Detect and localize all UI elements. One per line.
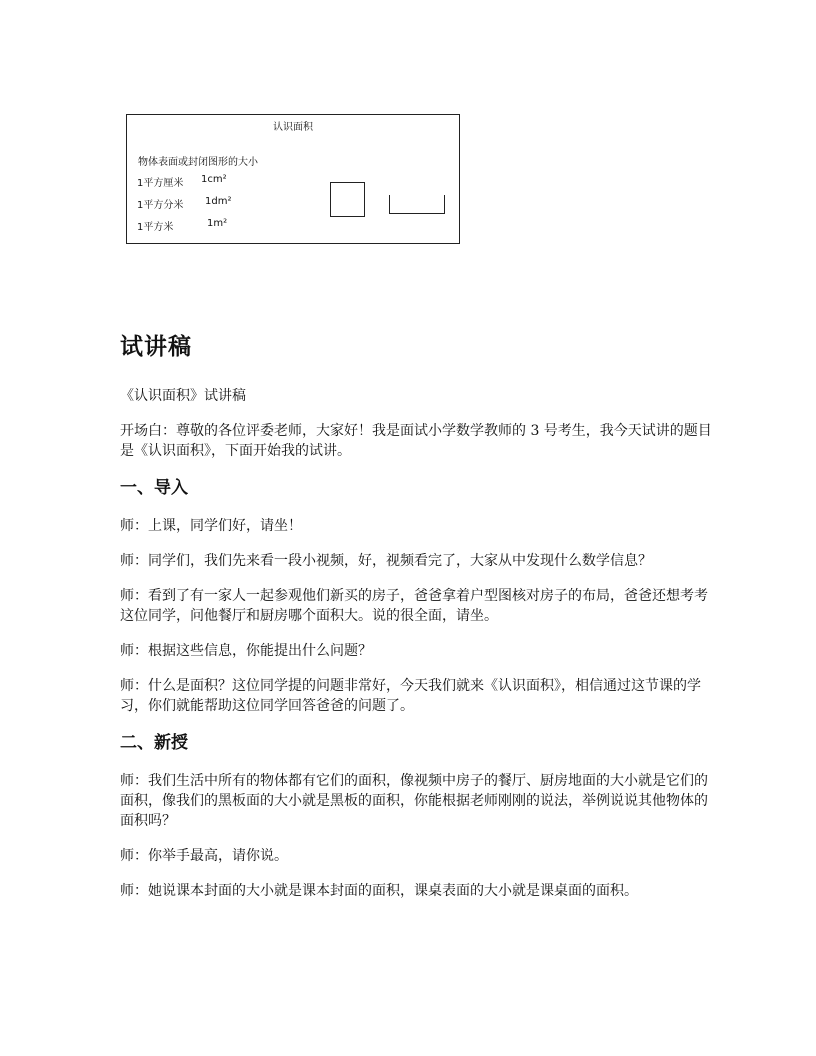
paragraph: 师：同学们，我们先来看一段小视频，好，视频看完了，大家从中发现什么数学信息？ bbox=[120, 553, 652, 569]
unit-name: 1平方厘米 bbox=[137, 178, 184, 189]
paragraph: 师：我们生活中所有的物体都有它们的面积，像视频中房子的餐厅、厨房地面的大小就是它们的面积，像我们的黑板面的大小就是黑板的面积，你能根据老师刚刚的说法，举例说说其他物体的面积吗？ bbox=[120, 773, 708, 829]
unit-name: 1平方米 bbox=[137, 222, 174, 233]
unit-row-cm bbox=[137, 174, 247, 189]
unit-abbr: 1m² bbox=[207, 218, 228, 229]
blackboard-figure bbox=[126, 114, 460, 244]
board-definition: 物体表面或封闭图形的大小 bbox=[138, 157, 258, 168]
paragraph: 师：她说课本封面的大小就是课本封面的面积，课桌表面的大小就是课桌面的面积。 bbox=[120, 883, 638, 899]
section-heading-new-lesson: 二、新授 bbox=[120, 733, 188, 753]
paragraph: 师：根据这些信息，你能提出什么问题？ bbox=[120, 643, 372, 659]
unit-row-m bbox=[137, 218, 247, 233]
unit-abbr: 1dm² bbox=[205, 196, 232, 207]
unit-row-dm bbox=[137, 196, 247, 211]
paragraph: 师：上课，同学们好，请坐！ bbox=[120, 518, 302, 534]
opening-paragraph: 开场白：尊敬的各位评委老师，大家好！我是面试小学数学教师的 3 号考生，我今天试讲的题目是《认识面积》，下面开始我的试讲。 bbox=[120, 423, 712, 459]
paragraph: 师：看到了有一家人一起参观他们新买的房子，爸爸拿着户型图核对房子的布局，爸爸还想考考这位同学，问他餐厅和厨房哪个面积大。说的很全面，请坐。 bbox=[120, 588, 708, 624]
square-shape bbox=[330, 182, 365, 217]
paragraph: 师：你举手最高，请你说。 bbox=[120, 848, 288, 864]
unit-abbr: 1cm² bbox=[201, 174, 227, 185]
board-title: 认识面积 bbox=[273, 122, 313, 133]
paragraph: 师：什么是面积？这位同学提的问题非常好，今天我们就来《认识面积》，相信通过这节课的学习，你们就能帮助这位同学回答爸爸的问题了。 bbox=[120, 678, 701, 714]
section-heading-intro: 一、导入 bbox=[120, 478, 188, 498]
document-body bbox=[120, 332, 720, 916]
unit-name: 1平方分米 bbox=[137, 200, 184, 211]
document-title: 试讲稿 bbox=[120, 333, 192, 360]
open-rectangle-shape bbox=[389, 195, 445, 214]
document-subtitle: 《认识面积》试讲稿 bbox=[120, 388, 246, 404]
